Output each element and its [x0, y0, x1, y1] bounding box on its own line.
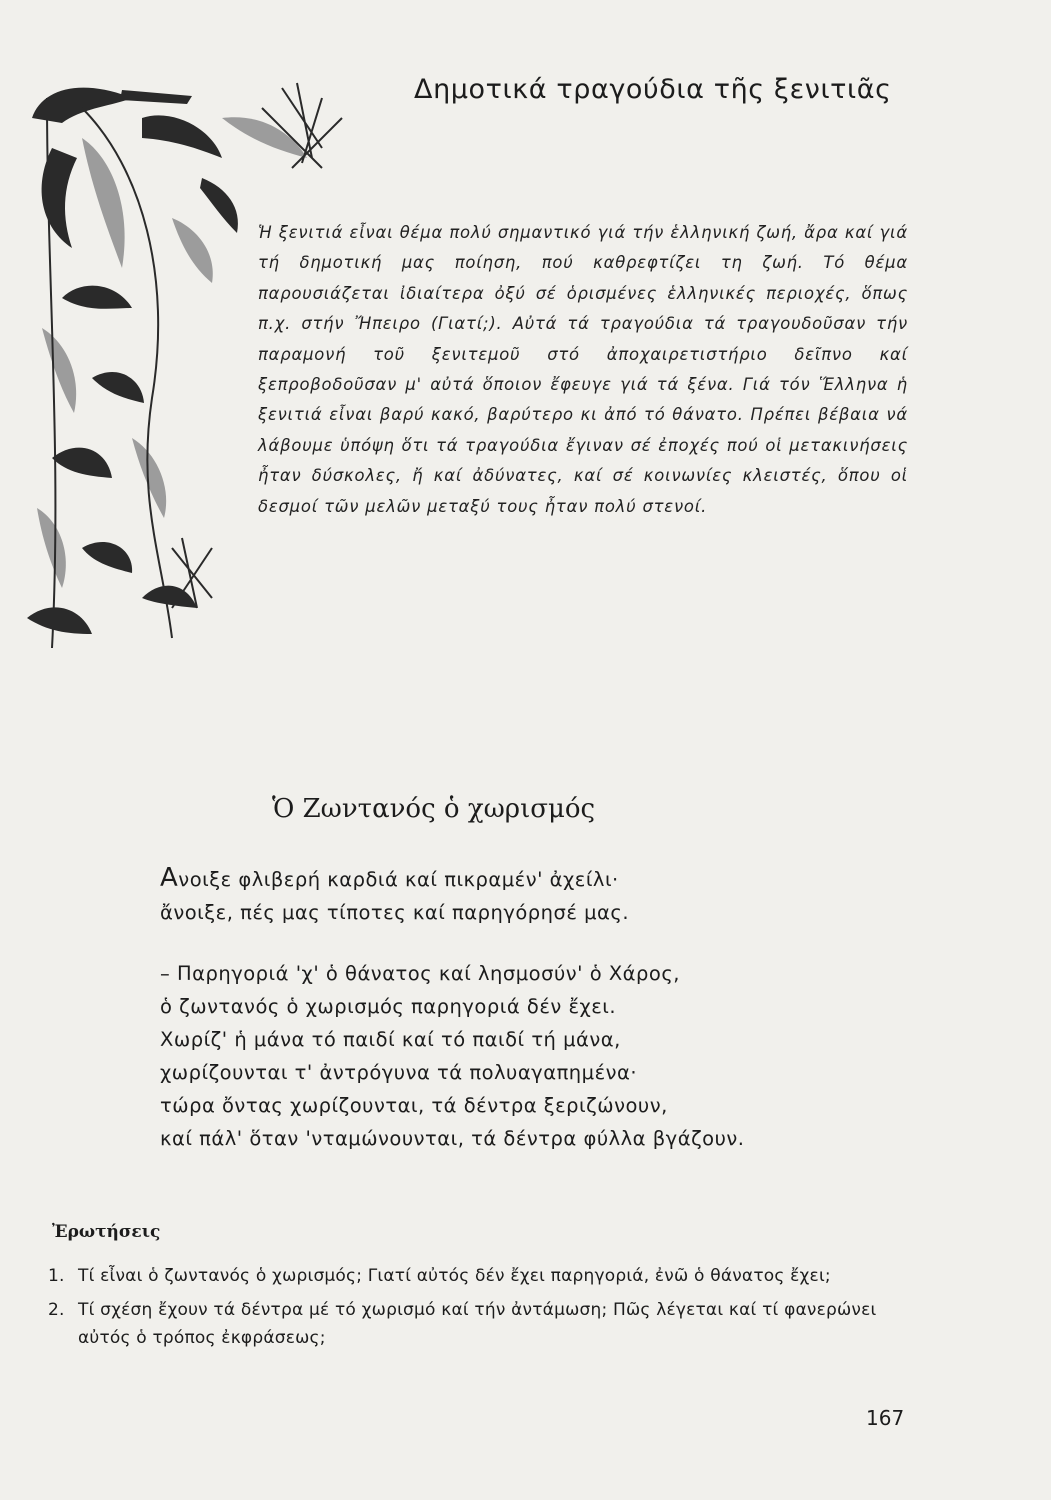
question-number: 1.: [48, 1266, 65, 1286]
question-text: Τί σχέση ἔχουν τά δέντρα μέ τό χωρισμό καί τήν ἀντάμωση; Πῶς λέγεται καί τί φανερώνει αὐτός ὁ τρόπος ἐκφράσεως;: [78, 1300, 877, 1348]
poem-line: ἄνοιξε, πές μας τίποτες καί παρηγόρησέ μας.: [160, 901, 630, 924]
poem-stanza: [160, 862, 920, 929]
question-item: [48, 1262, 928, 1290]
poem-line: χωρίζουνται τ' ἀντρόγυνα τά πολυαγαπημένα·: [160, 1061, 638, 1084]
poem-line: ὁ ζωντανός ὁ χωρισμός παρηγοριά δέν ἔχει.: [160, 995, 617, 1018]
poem-title: Ὁ Ζωντανός ὁ χωρισμός: [272, 794, 596, 824]
questions-list: [48, 1262, 928, 1358]
question-text: Τί εἶναι ὁ ζωντανός ὁ χωρισμός; Γιατί αὐτός δέν ἔχει παρηγοριά, ἐνῶ ὁ θάνατος ἔχει;: [78, 1266, 831, 1286]
poem: [160, 862, 920, 1183]
questions-heading: Ἐρωτήσεις: [52, 1222, 161, 1242]
question-item: [48, 1296, 928, 1352]
poem-line: Χωρίζ' ἡ μάνα τό παιδί καί τό παιδί τή μάνα,: [160, 1028, 621, 1051]
poem-line: τώρα ὄντας χωρίζουνται, τά δέντρα ξεριζώνουν,: [160, 1094, 668, 1117]
poem-line-text: νοιξε φλιβερή καρδιά καί πικραμέν' ἀχείλι·: [178, 868, 619, 891]
poem-line: [160, 862, 920, 896]
drop-cap: Α: [160, 863, 179, 893]
poem-stanza: [160, 957, 920, 1155]
poem-line: καί πάλ' ὅταν 'νταμώνουνται, τά δέντρα φύλλα βγάζουν.: [160, 1127, 745, 1150]
intro-paragraph: Ἡ ξενιτιά εἶναι θέμα πολύ σημαντικό γιά τήν ἑλληνική ζωή, ἄρα καί γιά τή δημοτική μας ποίηση, πού καθρεφτίζει τη ζωή. Τό θέμα παρουσιάζεται ἰδιαίτερα ὀξύ σέ ὁρισμένες ἑλληνικές περιοχές, ὅπως π.χ. στήν Ἤπειρο (Γιατί;). Αὐτά τά τραγούδια τά τραγουδοῦσαν τήν παραμονή τοῦ ξενιτεμοῦ στό ἀποχαιρετιστήριο δεῖπνο καί ξεπροβοδοῦσαν μ' αὐτά ὅποιον ἔφευγε γιά τά ξένα. Γιά τόν Ἕλληνα ἡ ξενιτιά εἶναι βαρύ κακό, βαρύτερο κι ἀπό τό θάνατο. Πρέπει βέβαια νά λάβουμε ὑπόψη ὅτι τά τραγούδια ἔγιναν σέ ἐποχές πού οἱ μετακινήσεις ἦταν δύσκολες, ἤ καί ἀδύνατες, καί σέ κοινωνίες κλειστές, ὅπου οἱ δεσμοί τῶν μελῶν μεταξύ τους ἦταν πολύ στενοί.: [258, 223, 908, 516]
page-title: Δημοτικά τραγούδια τῆς ξενιτιᾶς: [414, 74, 892, 105]
page-number: 167: [866, 1406, 905, 1430]
question-number: 2.: [48, 1300, 65, 1320]
poem-line: – Παρηγοριά 'χ' ὁ θάνατος καί λησμοσύν' ὁ Χάρος,: [160, 962, 680, 985]
